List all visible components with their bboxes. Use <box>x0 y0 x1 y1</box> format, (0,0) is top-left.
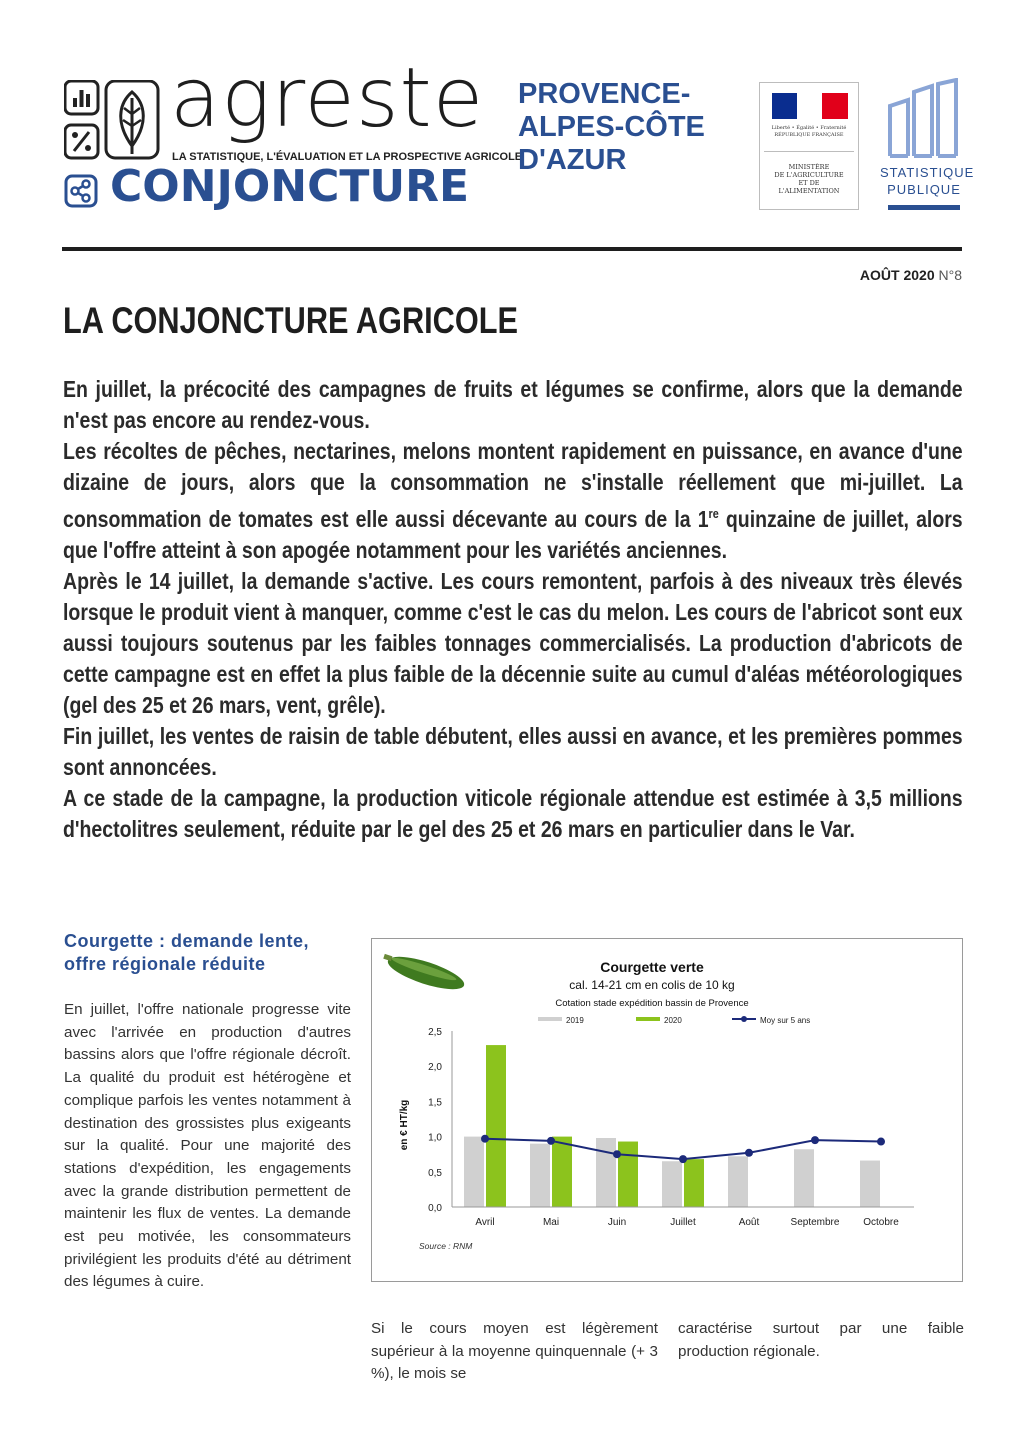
republic-name: RÉPUBLIQUE FRANÇAISE <box>774 132 844 138</box>
statpub-line: PUBLIQUE <box>887 182 961 197</box>
section-title: Courgette : demande lente, offre régionale réduite <box>64 931 310 974</box>
series-name: CONJONCTURE <box>110 161 470 212</box>
legend-label: Moy sur 5 ans <box>760 1016 811 1025</box>
region-line: PROVENCE- <box>518 78 691 110</box>
intro-paragraph: Les récoltes de pêches, nectarines, melons montent rapidement en puissance, en avance d'une dizaine de jours, alors que la consommation ne s'installe réellement que mi-juillet. La consommation de tomates est elle aussi décevante au cours de la 1re quinzaine de juillet, alors que l'offre atteint à son apogée notamment pour les variétés anciennes. <box>63 438 963 563</box>
x-tick-label: Juillet <box>670 1217 696 1228</box>
y-tick-label: 1,0 <box>428 1132 442 1144</box>
intro-paragraph: Fin juillet, les ventes de raisin de table débutent, elles aussi en avance, et les premières pommes sont annoncées. <box>63 722 963 780</box>
y-axis <box>428 1027 452 1214</box>
line-point-Septembre <box>811 1136 819 1144</box>
bar-2019-Mai <box>530 1144 550 1207</box>
issue-info <box>860 267 962 283</box>
line-point-Juillet <box>679 1155 687 1163</box>
region-name <box>518 78 705 177</box>
header-rule <box>62 247 962 251</box>
article-column-1 <box>64 999 351 1294</box>
article-paragraph: Si le cours moyen est légèrement supérieur à la moyenne quinquennale (+ 3 %), le mois se <box>371 1320 658 1383</box>
line-point-Avril <box>481 1135 489 1143</box>
x-axis <box>452 1207 914 1228</box>
line-point-Août <box>745 1149 753 1157</box>
region-line: ALPES-CÔTE <box>518 111 705 143</box>
x-tick-label: Avril <box>475 1217 495 1228</box>
french-flag-icon <box>772 93 848 119</box>
bar-2019-Octobre <box>860 1161 880 1207</box>
bar-2020-Mai <box>552 1137 572 1207</box>
chart-title: Courgette verte <box>600 959 704 975</box>
page-title: LA CONJONCTURE AGRICOLE <box>63 300 518 341</box>
x-tick-label: Août <box>738 1217 760 1228</box>
network-icon <box>64 174 98 208</box>
bar-2020-Avril <box>486 1045 506 1207</box>
ministry-divider <box>764 151 854 152</box>
percent-icon <box>65 125 98 158</box>
ministry-name-line: MINISTÈRE <box>788 163 830 171</box>
bar-chart-icon <box>65 81 98 114</box>
zucchini-icon <box>383 950 467 996</box>
brand-tagline: LA STATISTIQUE, L'ÉVALUATION ET LA PROSPECTIVE AGRICOLE <box>172 151 523 163</box>
x-tick-label: Octobre <box>863 1217 899 1228</box>
bar-2020-Juillet <box>684 1159 704 1207</box>
article-paragraph: En juillet, l'offre nationale progresse vite avec l'arrivée en production d'autres bassins alors que l'offre régionale décroît. La qualité du produit est hétérogène et complique parfois les ventes notamment à destination des grossistes plus exigeants sur la qualité. Pour une majorité des stations d'expédition, les engagements avec la grande distribution permettent de maintenir les flux de ventes. La demande est peu motivée, les consommateurs privilégient les produits d'été au détriment des légumes à cuire. <box>64 1001 351 1291</box>
y-tick-label: 0,5 <box>428 1167 442 1179</box>
article-paragraph: caractérise surtout par une faible production régionale. <box>678 1320 964 1360</box>
intro-paragraph: En juillet, la précocité des campagnes de fruits et légumes se confirme, alors que la demande n'est pas encore au rendez-vous. <box>63 376 963 433</box>
bar-2019-Août <box>728 1156 748 1207</box>
y-axis-label: en € HT/kg <box>399 1099 410 1151</box>
intro-text <box>63 374 963 845</box>
bar-2019-Septembre <box>794 1149 814 1207</box>
statpub-underline <box>888 205 960 210</box>
line-point-Mai <box>547 1137 555 1145</box>
article-column-3 <box>678 1318 964 1363</box>
republic-label <box>764 125 854 139</box>
y-tick-label: 0,0 <box>428 1203 442 1214</box>
chart-subtitle-2: Cotation stade expédition bassin de Provence <box>555 998 749 1009</box>
ministry-name-line: ET DE <box>798 179 820 187</box>
x-tick-label: Mai <box>542 1217 560 1228</box>
chart-source: Source : RNM <box>419 1241 473 1251</box>
ministry-name <box>762 163 856 195</box>
ministry-name-line: DE L'AGRICULTURE <box>774 171 844 179</box>
superscript: re <box>708 506 719 521</box>
region-line: D'AZUR <box>518 144 627 176</box>
issue-number: N°8 <box>938 267 962 283</box>
chart-bars <box>464 1045 880 1207</box>
issue-date: AOÛT 2020 <box>859 267 935 283</box>
legend-swatch-point <box>741 1016 747 1022</box>
legend-label: 2020 <box>664 1016 682 1025</box>
ministry-name-line: L'ALIMENTATION <box>778 187 840 195</box>
article-column-2 <box>371 1318 658 1386</box>
y-tick-label: 2,0 <box>428 1062 442 1074</box>
price-chart <box>371 938 963 1282</box>
ministry-logo <box>759 82 859 210</box>
agreste-logo-icons <box>64 80 160 170</box>
statistique-publique-label <box>880 164 975 198</box>
bar-2019-Juillet <box>662 1161 682 1207</box>
bar-2019-Avril <box>464 1137 484 1207</box>
legend-swatch-2020 <box>636 1017 660 1021</box>
y-tick-label: 2,5 <box>428 1027 442 1038</box>
x-tick-label: Juin <box>607 1217 627 1228</box>
x-tick-label: Septembre <box>790 1217 840 1228</box>
legend-label: 2019 <box>566 1016 584 1025</box>
chart-legend <box>538 1016 810 1025</box>
chart-canvas <box>372 939 962 1281</box>
brand-name: agreste <box>170 51 485 146</box>
intro-paragraph: Après le 14 juillet, la demande s'active. Les cours remontent, parfois à des niveaux très élevés lorsque le produit vient à manquer, comme c'est le cas du melon. Les cours de l'abricot sont eux aussi toujours soutenus par les faibles tonnages commercialisés. La production d'abricots de cette campagne est en effet la plus faible de la décennie suite au cumul d'aléas météorologiques (gel des 25 et 26 mars, vent, grêle). <box>63 567 963 718</box>
intro-paragraph: A ce stade de la campagne, la production viticole régionale attendue est estimée à 3,5 millions d'hectolitres seulement, réduite par le gel des 25 et 26 mars en particulier dans le Var. <box>63 784 963 842</box>
republic-motto: Liberté • Égalité • Fraternité <box>771 125 847 131</box>
line-point-Juin <box>613 1150 621 1158</box>
y-tick-label: 1,5 <box>428 1097 442 1109</box>
bar-2019-Juin <box>596 1138 616 1207</box>
legend-swatch-2019 <box>538 1017 562 1021</box>
line-point-Octobre <box>877 1138 885 1146</box>
statpub-line: STATISTIQUE <box>880 165 975 180</box>
bar-2020-Juin <box>618 1142 638 1207</box>
chart-subtitle: cal. 14-21 cm en colis de 10 kg <box>569 978 735 992</box>
leaf-icon <box>106 81 158 158</box>
